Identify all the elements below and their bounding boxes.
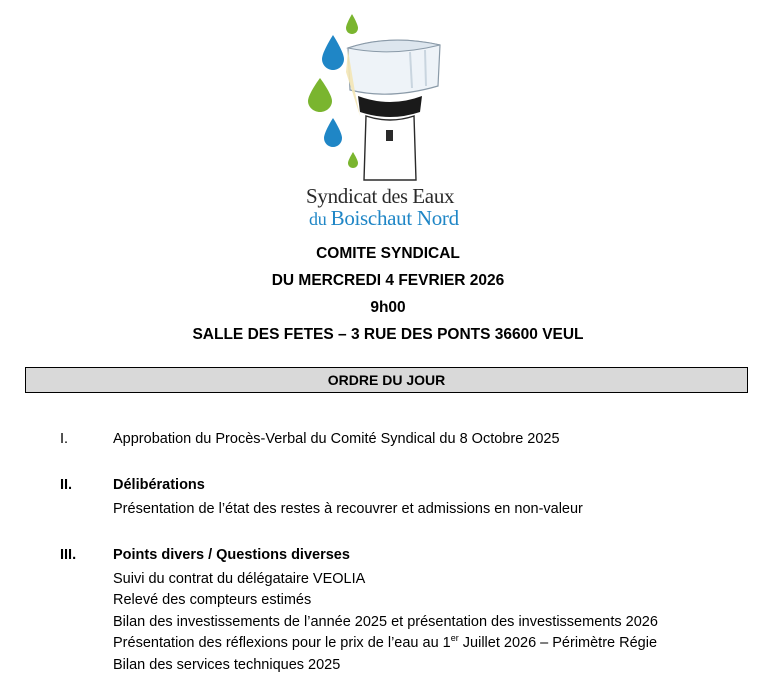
logo-text-line1: Syndicat des Eaux [306,184,455,208]
agenda-item-number: II. [60,477,73,493]
agenda-item-number: I. [60,431,69,447]
agenda-item-title: Approbation du Procès-Verbal du Comité Syndical du 8 Octobre 2025 [113,431,560,447]
agenda-item-title: Délibérations [113,477,205,493]
agenda-subitem: Suivi du contrat du délégataire VEOLIA [113,571,366,587]
water-tower-drops-icon [300,12,480,187]
agenda-subitem: Bilan des services techniques 2025 [113,657,341,673]
meeting-header [0,240,776,348]
agenda-item-number: III. [60,547,77,563]
agenda-subitem: Relevé des compteurs estimés [113,592,312,608]
header-title: COMITE SYNDICAL [316,245,460,262]
agenda-subitem: Présentation des réflexions pour le prix de l’eau au 1er Juillet 2026 – Périmètre Régie [113,633,658,651]
agenda-title-box [25,367,748,393]
agenda-subitem: Bilan des investissements de l’année 2025 et présentation des investissements 2026 [113,614,658,630]
logo [300,12,480,230]
header-location: SALLE DES FETES – 3 RUE DES PONTS 36600 VEUL [192,326,584,343]
header-date: DU MERCREDI 4 FEVRIER 2026 [271,272,505,289]
agenda-item-title: Points divers / Questions diverses [113,547,350,563]
logo-text-line2: du Boischaut Nord [309,206,459,230]
agenda-subitem: Présentation de l’état des restes à recouvrer et admissions en non-valeur [113,501,583,517]
agenda-title: ORDRE DU JOUR [327,372,446,388]
header-time: 9h00 [370,299,406,316]
